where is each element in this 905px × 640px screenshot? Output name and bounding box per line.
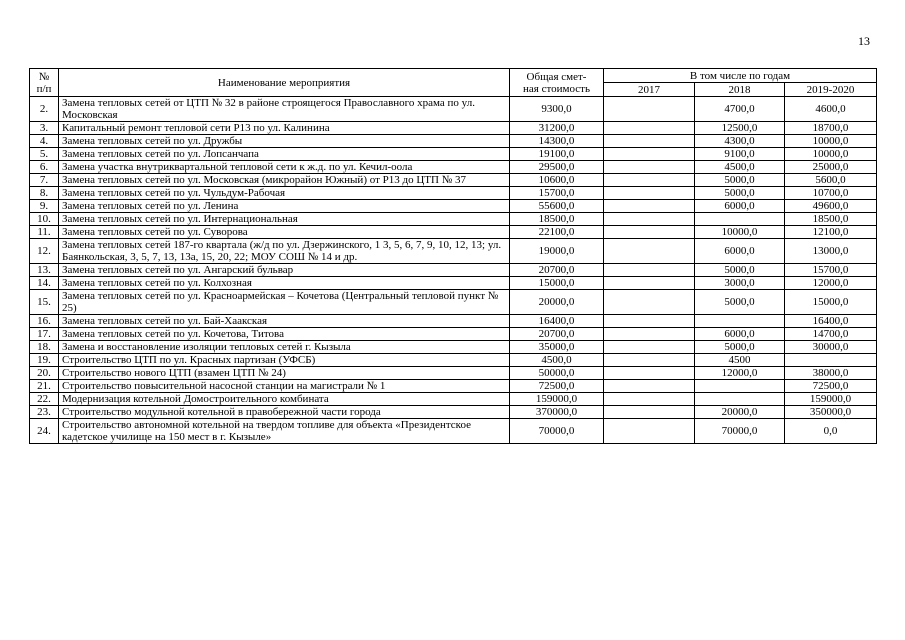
row-name: Замена тепловых сетей по ул. Дружбы [59,135,510,148]
row-2017 [604,290,695,315]
row-2018: 10000,0 [695,226,785,239]
table-row [30,187,877,200]
row-2019-2020: 5600,0 [785,174,877,187]
row-2017 [604,122,695,135]
table-row [30,264,877,277]
table-body [30,97,877,444]
row-2019-2020: 18500,0 [785,213,877,226]
row-total: 20700,0 [510,264,604,277]
row-2018: 6000,0 [695,239,785,264]
row-total: 19100,0 [510,148,604,161]
row-number: 9. [30,200,59,213]
row-2017 [604,148,695,161]
header-year-2018: 2018 [695,83,785,97]
row-2018: 6000,0 [695,328,785,341]
row-2019-2020: 25000,0 [785,161,877,174]
row-2017 [604,380,695,393]
row-total: 55600,0 [510,200,604,213]
row-name: Замена тепловых сетей по ул. Ангарский бульвар [59,264,510,277]
row-2017 [604,393,695,406]
table-row [30,148,877,161]
row-2019-2020: 12100,0 [785,226,877,239]
row-total: 18500,0 [510,213,604,226]
row-number: 24. [30,419,59,444]
page-number: 13 [858,34,870,48]
row-total: 370000,0 [510,406,604,419]
row-2017 [604,226,695,239]
row-total: 10600,0 [510,174,604,187]
row-number: 18. [30,341,59,354]
row-2018 [695,393,785,406]
row-number: 22. [30,393,59,406]
row-total: 15700,0 [510,187,604,200]
row-number: 11. [30,226,59,239]
row-number: 2. [30,97,59,122]
row-2017 [604,341,695,354]
row-number: 17. [30,328,59,341]
row-2018: 12500,0 [695,122,785,135]
row-2019-2020: 10000,0 [785,135,877,148]
row-total: 35000,0 [510,341,604,354]
row-2017 [604,406,695,419]
row-total: 70000,0 [510,419,604,444]
row-total: 9300,0 [510,97,604,122]
row-number: 19. [30,354,59,367]
row-2017 [604,135,695,148]
row-number: 23. [30,406,59,419]
row-2017 [604,315,695,328]
row-2017 [604,419,695,444]
row-name: Замена тепловых сетей по ул. Лопсанчапа [59,148,510,161]
row-2018: 6000,0 [695,200,785,213]
row-2019-2020: 72500,0 [785,380,877,393]
row-name: Замена тепловых сетей по ул. Суворова [59,226,510,239]
row-2019-2020: 14700,0 [785,328,877,341]
row-name: Замена тепловых сетей по ул. Бай-Хаакская [59,315,510,328]
row-2017 [604,200,695,213]
row-total: 4500,0 [510,354,604,367]
row-total: 15000,0 [510,277,604,290]
table-row [30,367,877,380]
row-2017 [604,277,695,290]
table-row [30,290,877,315]
table-row [30,406,877,419]
table-row [30,213,877,226]
row-name: Замена тепловых сетей по ул. Чульдум-Рабочая [59,187,510,200]
table-row [30,419,877,444]
row-total: 20000,0 [510,290,604,315]
table-row [30,315,877,328]
row-name: Замена тепловых сетей по ул. Московская (микрорайон Южный) от Р13 до ЦТП № 37 [59,174,510,187]
row-total: 31200,0 [510,122,604,135]
row-2018: 3000,0 [695,277,785,290]
row-2018: 5000,0 [695,341,785,354]
row-total: 19000,0 [510,239,604,264]
row-name: Замена тепловых сетей от ЦТП № 32 в районе строящегося Православного храма по ул. Московская [59,97,510,122]
row-2019-2020: 12000,0 [785,277,877,290]
row-number: 16. [30,315,59,328]
row-2019-2020: 38000,0 [785,367,877,380]
table-row [30,239,877,264]
row-2017 [604,239,695,264]
row-total: 50000,0 [510,367,604,380]
row-2017 [604,354,695,367]
row-name: Замена тепловых сетей 187-го квартала (ж/д по ул. Дзержинского, 1 3, 5, 6, 7, 9, 10, 12, 13; ул. Баянкольская, 3, 5, 7, 13, 13а, 15, 20, 22; МОУ СОШ № 14 и др. [59,239,510,264]
table-row [30,354,877,367]
table-row [30,200,877,213]
row-number: 5. [30,148,59,161]
row-2019-2020: 159000,0 [785,393,877,406]
header-name: Наименование мероприятия [59,69,510,97]
row-2019-2020: 15700,0 [785,264,877,277]
row-name: Строительство автономной котельной на твердом топливе для объекта «Президентское кадетское училище на 150 мест в г. Кызыле» [59,419,510,444]
row-2019-2020: 13000,0 [785,239,877,264]
table-row [30,226,877,239]
row-name: Замена тепловых сетей по ул. Колхозная [59,277,510,290]
row-2018: 4500,0 [695,161,785,174]
row-2018: 12000,0 [695,367,785,380]
header-year-2019-2020: 2019-2020 [785,83,877,97]
row-2018: 20000,0 [695,406,785,419]
header-num: № п/п [30,69,59,97]
row-number: 13. [30,264,59,277]
row-name: Замена участка внутриквартальной тепловой сети к ж.д. по ул. Кечил-оола [59,161,510,174]
row-2019-2020: 10700,0 [785,187,877,200]
row-name: Строительство модульной котельной в правобережной части города [59,406,510,419]
row-number: 12. [30,239,59,264]
row-2017 [604,161,695,174]
row-2019-2020: 16400,0 [785,315,877,328]
row-number: 21. [30,380,59,393]
row-2018: 5000,0 [695,290,785,315]
row-name: Капитальный ремонт тепловой сети Р13 по ул. Калинина [59,122,510,135]
row-total: 20700,0 [510,328,604,341]
row-2019-2020: 18700,0 [785,122,877,135]
row-2019-2020: 30000,0 [785,341,877,354]
row-2018 [695,315,785,328]
row-2019-2020: 350000,0 [785,406,877,419]
row-name: Замена тепловых сетей по ул. Кочетова, Титова [59,328,510,341]
row-2019-2020: 15000,0 [785,290,877,315]
row-2018: 5000,0 [695,174,785,187]
row-name: Строительство нового ЦТП (взамен ЦТП № 24) [59,367,510,380]
row-number: 3. [30,122,59,135]
row-2018: 4500 [695,354,785,367]
row-total: 72500,0 [510,380,604,393]
table-row [30,135,877,148]
table-row [30,393,877,406]
header-total: Общая смет- ная стоимость [510,69,604,97]
row-name: Строительство ЦТП по ул. Красных партизан (УФСБ) [59,354,510,367]
header-years-group: В том числе по годам [604,69,877,83]
row-2018: 5000,0 [695,187,785,200]
table-row [30,277,877,290]
row-name: Замена тепловых сетей по ул. Интернациональная [59,213,510,226]
row-name: Замена и восстановление изоляции тепловых сетей г. Кызыла [59,341,510,354]
row-2018 [695,380,785,393]
row-2018: 9100,0 [695,148,785,161]
row-2018: 4300,0 [695,135,785,148]
row-2018: 4700,0 [695,97,785,122]
table-row [30,161,877,174]
row-2018: 70000,0 [695,419,785,444]
row-name: Замена тепловых сетей по ул. Красноармейская – Кочетова (Центральный тепловой пункт № 25) [59,290,510,315]
row-number: 4. [30,135,59,148]
measures-table [29,68,877,444]
table-row [30,328,877,341]
row-number: 7. [30,174,59,187]
row-number: 14. [30,277,59,290]
row-2017 [604,97,695,122]
row-2017 [604,328,695,341]
table-row [30,341,877,354]
row-2018 [695,213,785,226]
row-number: 6. [30,161,59,174]
row-total: 29500,0 [510,161,604,174]
row-2017 [604,213,695,226]
row-2019-2020: 4600,0 [785,97,877,122]
table-row [30,174,877,187]
row-2017 [604,187,695,200]
row-2017 [604,174,695,187]
row-name: Замена тепловых сетей по ул. Ленина [59,200,510,213]
table-row [30,97,877,122]
row-2017 [604,367,695,380]
row-total: 22100,0 [510,226,604,239]
row-2019-2020: 10000,0 [785,148,877,161]
row-2018: 5000,0 [695,264,785,277]
row-total: 16400,0 [510,315,604,328]
table-row [30,380,877,393]
row-2019-2020 [785,354,877,367]
table-row [30,122,877,135]
row-total: 14300,0 [510,135,604,148]
row-total: 159000,0 [510,393,604,406]
row-name: Модернизация котельной Домостроительного комбината [59,393,510,406]
header-year-2017: 2017 [604,83,695,97]
row-number: 10. [30,213,59,226]
row-number: 15. [30,290,59,315]
row-2019-2020: 49600,0 [785,200,877,213]
row-number: 20. [30,367,59,380]
row-2019-2020: 0,0 [785,419,877,444]
row-2017 [604,264,695,277]
row-name: Строительство повысительной насосной станции на магистрали № 1 [59,380,510,393]
row-number: 8. [30,187,59,200]
